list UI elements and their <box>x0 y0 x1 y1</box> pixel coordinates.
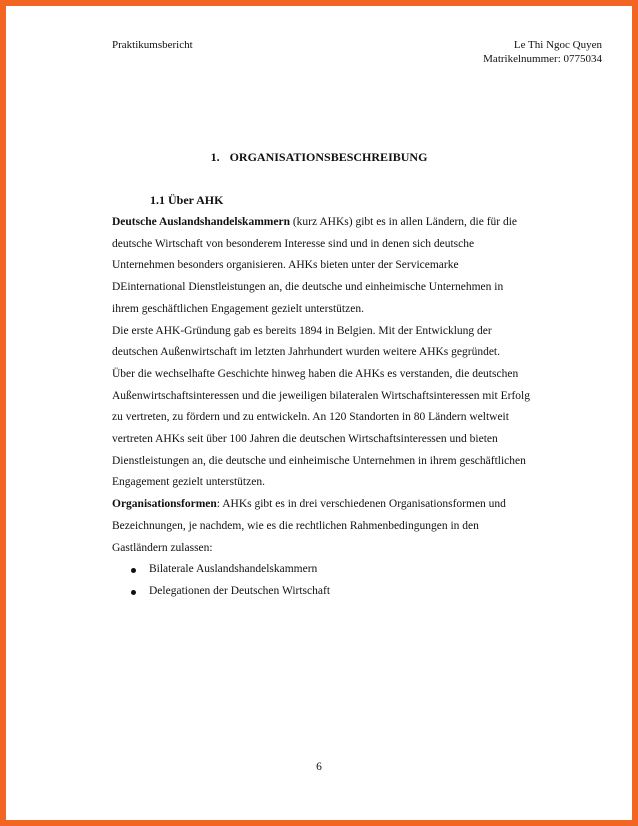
list-item-text: Bilaterale Auslandshandelskammern <box>149 563 318 576</box>
list-item <box>112 559 532 581</box>
paragraph-1-text: (kurz AHKs) gibt es in allen Ländern, die für die deutsche Wirtschaft von besonderem Interesse sind und in denen sich deutsche Unternehmen besonders organisieren. AHKs bieten unter der Servicemarke DEinternational Dienstleistungen an, die deutsche und einheimische Unternehmen in ihrem geschäftlichen Engagement gezielt unterstützen. <box>112 216 518 315</box>
bullet-icon <box>131 590 136 595</box>
student-id: Matrikelnummer: 0775034 <box>483 53 602 65</box>
bullet-icon <box>131 568 136 573</box>
bullet-list <box>112 559 532 602</box>
section-number: 1. <box>210 150 220 164</box>
author-name: Le Thi Ngoc Quyen <box>513 39 602 51</box>
section-heading <box>0 150 638 165</box>
list-item-text: Delegationen der Deutschen Wirtschaft <box>149 584 331 597</box>
paragraph-1-bold: Deutsche Auslandshandelskammern <box>112 216 290 228</box>
paragraph-2: Die erste AHK-Gründung gab es bereits 1894 in Belgien. Mit der Entwicklung der deutschen Außenwirtschaft im letzten Jahrhundert wurden weitere AHKs gegründet. <box>112 324 501 359</box>
list-item <box>112 581 532 603</box>
paragraph-3: Über die wechselhafte Geschichte hinweg haben die AHKs es verstanden, die deutschen Außenwirtschaftsinteressen und die jeweiligen bilateralen Wirtschaftsinteressen mit Erfolg zu vertreten, zu fördern und zu entwickeln. An 120 Standorten in 80 Ländern weltweit vertreten AHKs seit über 100 Jahren die deutschen Wirtschaftsinteressen und bieten Dienstleistungen an, die deutsche und einheimische Unternehmen in ihrem geschäftlichen Engagement gezielt unterstützen. <box>112 367 530 489</box>
paragraph-1 <box>112 212 532 321</box>
page-number: 6 <box>316 761 322 773</box>
subsection-heading: 1.1 Über AHK <box>150 193 224 207</box>
header-title: Praktikumsbericht <box>112 39 193 51</box>
paragraph-4 <box>112 494 532 559</box>
header-author <box>483 38 602 66</box>
paragraph-4-text: : AHKs gibt es in drei verschiedenen Organisationsformen und Bezeichnungen, je nachdem, wie es die rechtlichen Rahmenbedingungen in den Gastländern zulassen: <box>112 498 506 554</box>
body-text <box>112 212 532 603</box>
section-title: ORGANISATIONSBESCHREIBUNG <box>229 150 428 164</box>
paragraph-4-bold: Organisationsformen <box>112 498 217 511</box>
